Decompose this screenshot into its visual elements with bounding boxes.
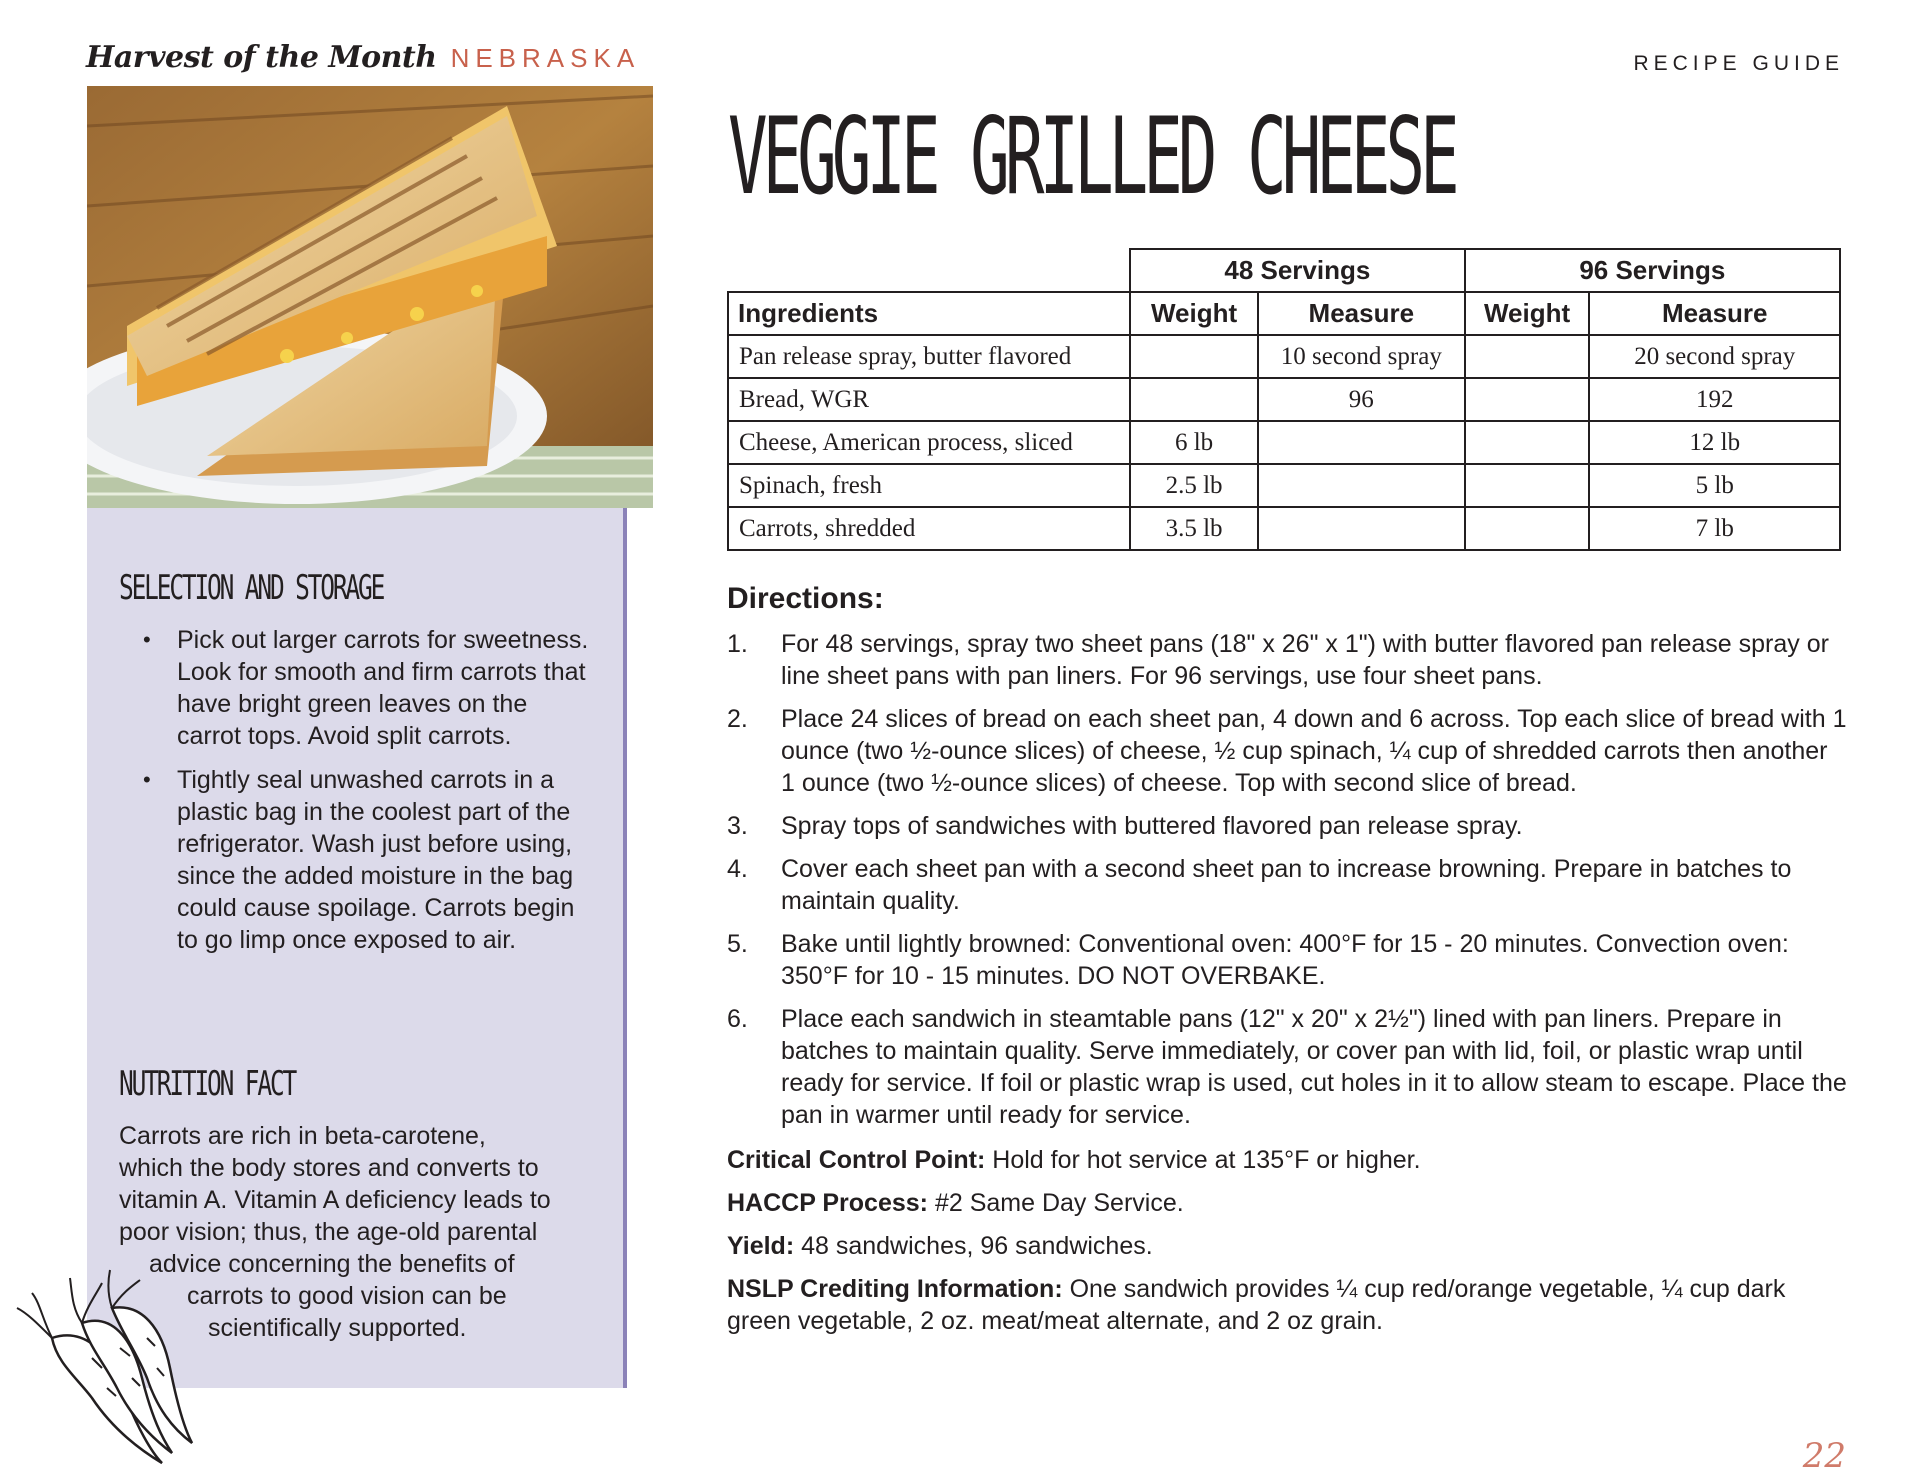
table-cell bbox=[1130, 378, 1258, 421]
table-cell: Cheese, American process, sliced bbox=[728, 421, 1130, 464]
direction-step bbox=[727, 928, 1847, 992]
fact-line: Carrots are rich in beta-carotene, bbox=[119, 1122, 486, 1150]
table-cell: Carrots, shredded bbox=[728, 507, 1130, 550]
table-cell: Spinach, fresh bbox=[728, 464, 1130, 507]
table-row bbox=[728, 507, 1840, 550]
group-header-96: 96 Servings bbox=[1465, 249, 1840, 292]
list-item: • Tightly seal unwashed carrots in a plastic bag in the coolest part of the refrigerator. Wash just before using, since the added moisture in the bag could cause spoilage. Carrots begin to go limp once exposed to air. bbox=[119, 764, 589, 956]
table-row bbox=[728, 335, 1840, 378]
table-cell: 3.5 lb bbox=[1130, 507, 1258, 550]
nutrition-heading: NUTRITION FACT bbox=[119, 1064, 296, 1104]
table-cell: 12 lb bbox=[1589, 421, 1840, 464]
direction-step bbox=[727, 703, 1847, 799]
section-label: RECIPE GUIDE bbox=[1633, 52, 1844, 75]
yield bbox=[727, 1230, 1847, 1262]
table-cell bbox=[1130, 335, 1258, 378]
column-header: Ingredients bbox=[728, 292, 1130, 335]
selection-heading: SELECTION AND STORAGE bbox=[119, 568, 384, 608]
directions-list bbox=[727, 628, 1847, 1142]
table-cell: 20 second spray bbox=[1589, 335, 1840, 378]
table-cell bbox=[1465, 421, 1590, 464]
critical-control-point bbox=[727, 1144, 1847, 1176]
table-cell: 96 bbox=[1258, 378, 1465, 421]
column-header: Measure bbox=[1589, 292, 1840, 335]
step-number: 6. bbox=[727, 1005, 748, 1033]
brand-logo bbox=[86, 40, 640, 75]
table-cell bbox=[1258, 421, 1465, 464]
carrot-icon bbox=[12, 1268, 202, 1473]
table-cell: 2.5 lb bbox=[1130, 464, 1258, 507]
direction-step bbox=[727, 628, 1847, 692]
step-text: Cover each sheet pan with a second sheet pan to increase browning. Prepare in batches to maintain quality. bbox=[781, 855, 1792, 915]
step-text: For 48 servings, spray two sheet pans (18" x 26" x 1") with butter flavored pan release spray or line sheet pans with pan liners. For 96 servings, use four sheet pans. bbox=[781, 630, 1829, 690]
table-cell: 192 bbox=[1589, 378, 1840, 421]
recipe-title: VEGGIE GRILLED CHEESE bbox=[728, 95, 1455, 218]
nslp-crediting bbox=[727, 1273, 1847, 1337]
step-number: 3. bbox=[727, 812, 748, 840]
table-blank-cell bbox=[728, 249, 1130, 292]
note-label: HACCP Process: bbox=[727, 1189, 929, 1217]
fact-line: scientifically supported. bbox=[208, 1314, 467, 1342]
table-cell bbox=[1465, 507, 1590, 550]
fact-line: carrots to good vision can be bbox=[187, 1282, 507, 1310]
ingredients-table bbox=[727, 248, 1841, 551]
column-header: Weight bbox=[1465, 292, 1590, 335]
fact-line: advice concerning the benefits of bbox=[149, 1250, 515, 1278]
table-cell: 10 second spray bbox=[1258, 335, 1465, 378]
fact-line: poor vision; thus, the age-old parental bbox=[119, 1218, 538, 1246]
table-cell: Pan release spray, butter flavored bbox=[728, 335, 1130, 378]
table-cell: 7 lb bbox=[1589, 507, 1840, 550]
note-text: Hold for hot service at 135°F or higher. bbox=[985, 1146, 1421, 1174]
note-text: 48 sandwiches, 96 sandwiches. bbox=[794, 1232, 1153, 1260]
table-cell bbox=[1465, 378, 1590, 421]
table-row bbox=[728, 464, 1840, 507]
table-cell bbox=[1258, 464, 1465, 507]
direction-step bbox=[727, 810, 1847, 842]
selection-list bbox=[119, 624, 589, 968]
table-row bbox=[728, 421, 1840, 464]
column-header: Weight bbox=[1130, 292, 1258, 335]
group-header-48: 48 Servings bbox=[1130, 249, 1465, 292]
brand-state-text: NEBRASKA bbox=[450, 43, 641, 73]
recipe-notes bbox=[727, 1144, 1847, 1348]
column-header: Measure bbox=[1258, 292, 1465, 335]
direction-step bbox=[727, 853, 1847, 917]
step-text: Bake until lightly browned: Conventional oven: 400°F for 15 - 20 minutes. Convection oven: 350°F for 10 - 15 minutes. DO NOT OVERBAKE. bbox=[781, 930, 1789, 990]
directions-heading: Directions: bbox=[727, 582, 884, 615]
table-group-header-row bbox=[728, 249, 1840, 292]
note-label: NSLP Crediting Information: bbox=[727, 1275, 1063, 1303]
step-number: 5. bbox=[727, 930, 748, 958]
step-number: 2. bbox=[727, 705, 748, 733]
note-label: Yield: bbox=[727, 1232, 795, 1260]
table-cell: Bread, WGR bbox=[728, 378, 1130, 421]
table-cell bbox=[1465, 335, 1590, 378]
page-number: 22 bbox=[1802, 1436, 1846, 1476]
step-text: Place 24 slices of bread on each sheet pan, 4 down and 6 across. Top each slice of bread with 1 ounce (two ½-ounce slices) of cheese, ½ cup spinach, ¼ cup of shredded carrots then another 1 ounce (two ½-ounce slices) of cheese. Top with second slice of bread. bbox=[781, 705, 1847, 797]
note-label: Critical Control Point: bbox=[727, 1146, 986, 1174]
list-item: • Pick out larger carrots for sweetness. Look for smooth and firm carrots that have bright green leaves on the carrot tops. Avoid split carrots. bbox=[119, 624, 589, 752]
table-cell bbox=[1258, 507, 1465, 550]
step-number: 1. bbox=[727, 630, 748, 658]
table-cell bbox=[1465, 464, 1590, 507]
fact-line: which the body stores and converts to bbox=[119, 1154, 539, 1182]
table-row bbox=[728, 378, 1840, 421]
step-number: 4. bbox=[727, 855, 748, 883]
note-text: One sandwich provides ¼ cup red/orange vegetable, ¼ cup dark green vegetable, 2 oz. meat/meat alternate, and 2 oz grain. bbox=[727, 1275, 1786, 1335]
step-text: Place each sandwich in steamtable pans (12" x 20" x 2½") lined with pan liners. Prepare in batches to maintain quality. Serve immediately, or cover pan with lid, foil, or plastic wrap until ready for service. If foil or plastic wrap is used, cut holes in it to allow steam to escape. Place the pan in warmer until ready for service. bbox=[781, 1005, 1847, 1129]
table-cell: 5 lb bbox=[1589, 464, 1840, 507]
table-header-row bbox=[728, 292, 1840, 335]
table-cell: 6 lb bbox=[1130, 421, 1258, 464]
haccp-process bbox=[727, 1187, 1847, 1219]
note-text: #2 Same Day Service. bbox=[928, 1189, 1184, 1217]
step-text: Spray tops of sandwiches with buttered flavored pan release spray. bbox=[781, 812, 1523, 840]
brand-script-text: Harvest of the Month bbox=[86, 40, 437, 75]
fact-line: vitamin A. Vitamin A deficiency leads to bbox=[119, 1186, 551, 1214]
sandwich-photo bbox=[87, 86, 653, 508]
direction-step bbox=[727, 1003, 1847, 1131]
sidebar-panel bbox=[87, 508, 627, 1388]
